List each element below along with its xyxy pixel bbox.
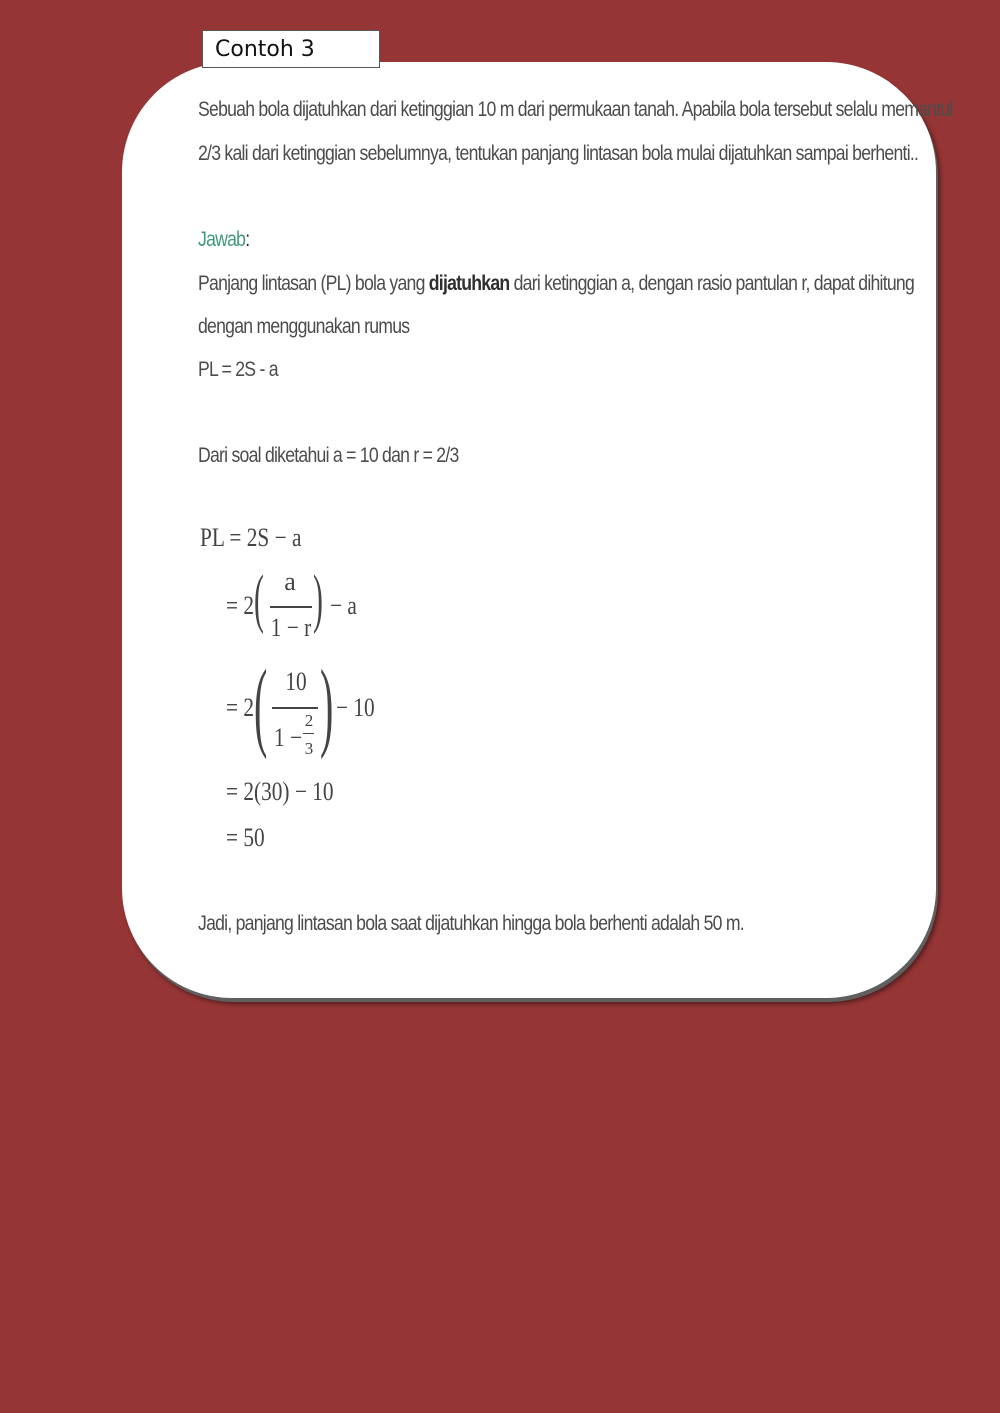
card-corner-left xyxy=(180,972,192,982)
fraction-bar xyxy=(272,707,318,709)
explanation-line-2: dengan menggunakan rumus xyxy=(198,315,410,338)
math-step-3-tail: − 10 xyxy=(336,693,375,722)
question-line-2: 2/3 kali dari ketinggian sebelumnya, tentukan panjang lintasan bola mulai dijatuhkan sampai berhenti.. xyxy=(198,142,919,165)
answer-heading-colon: : xyxy=(245,228,250,251)
math-step-2-num: a xyxy=(284,567,296,596)
math-step-3-inner-num: 2 xyxy=(304,711,314,730)
math-step-3-inner-den: 3 xyxy=(304,739,314,758)
explanation-bold: dijatuhkan xyxy=(428,272,510,295)
math-step-2-tail: − a xyxy=(330,591,357,620)
answer-heading-label: Jawab xyxy=(198,228,246,251)
math-step-3-lead: = 2 xyxy=(226,693,255,722)
question-line-1: Sebuah bola dijatuhkan dari ketinggian 10 m dari permukaan tanah. Apabila bola tersebut selalu memantul xyxy=(198,98,953,121)
math-step-3-num: 10 xyxy=(285,667,307,696)
fraction-bar xyxy=(303,733,314,734)
explanation-line-1 xyxy=(198,272,914,296)
explanation-pre: Panjang lintasan (PL) bola yang xyxy=(198,272,429,295)
paren-open: ( xyxy=(254,562,264,635)
math-step-3-den-lead: 1 − xyxy=(274,723,303,752)
paren-close: ) xyxy=(313,562,323,635)
card-corner-right xyxy=(870,972,882,982)
given-values: Dari soal diketahui a = 10 dan r = 2/3 xyxy=(198,444,459,467)
formula-text: PL = 2S - a xyxy=(198,358,278,381)
math-step-5: = 50 xyxy=(226,823,265,852)
fraction-bar xyxy=(270,606,312,608)
answer-heading xyxy=(198,228,249,252)
math-step-2-lead: = 2 xyxy=(226,591,255,620)
math-step-4: = 2(30) − 10 xyxy=(226,777,334,806)
example-label: Contoh 3 xyxy=(202,30,380,68)
math-step-1: PL = 2S − a xyxy=(200,523,302,552)
conclusion: Jadi, panjang lintasan bola saat dijatuhkan hingga bola berhenti adalah 50 m. xyxy=(198,912,744,935)
math-step-2-den: 1 − r xyxy=(270,613,312,642)
paren-close: ) xyxy=(320,649,334,760)
explanation-post: dari ketinggian a, dengan rasio pantulan r, dapat dihitung xyxy=(509,272,915,295)
paren-open: ( xyxy=(254,649,268,760)
